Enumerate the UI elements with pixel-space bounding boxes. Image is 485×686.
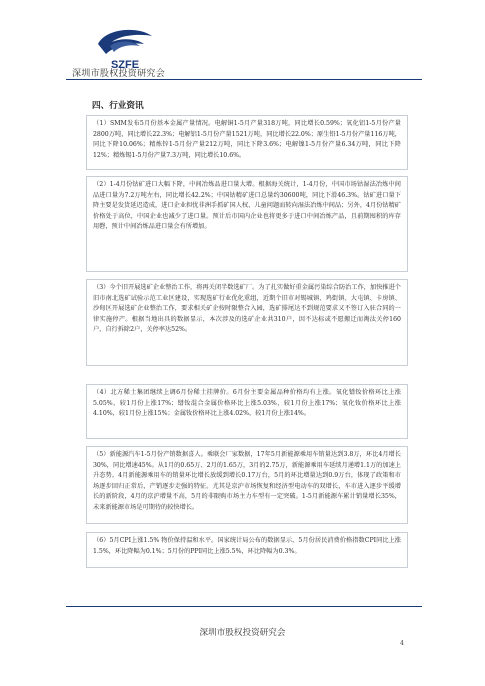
news-item-4: （4）北方稀土集团继续上调6月份稀土挂牌价。6月份主要金属品种价格均有上涨。氧化镨钕价格环比上涨5.05%，较1月份上涨17%；镨钕混合金属价格环比上涨5.03%，较1月份上涨17%；氧化钕价格环比上涨4.10%，较1月份上涨15%；金属钕价格环比上涨4.02%，较1月份上涨14%。 xyxy=(86,384,408,439)
logo-wordmark: SZFE xyxy=(110,59,140,71)
szfe-logo xyxy=(92,22,158,72)
news-item-2: （2）1-4月份钴矿进口大幅下降，中间冶炼品进口量大增。根据海关统计，1-4月份，中国市场钴湿法冶炼中间品进口量为7.2万吨左右，同比增长42.2%；中国钴精矿进口总量约30600吨，同比下滑46.3%。钴矿进口量下降主要是发货延迟造成，进口企业担忧非洲手抓矿国人权、儿童问题而转向湿法冶炼中间品；另外，4月份钴精矿价格处于高位，中国企业也减少了进口量。预计后市国内企业也将更多于进口中间冶炼产品，且前期囤积的库存用磬，预计中间冶炼品进口量会有所增加。 xyxy=(86,176,408,272)
header-org-name: 深圳市股权投资研究会 xyxy=(72,69,166,79)
header-divider xyxy=(66,79,422,80)
footer-divider xyxy=(66,606,422,607)
section-title: 四、行业资讯 xyxy=(92,101,144,111)
page-number: 4 xyxy=(400,640,404,647)
news-item-3: （3）今个旧开展选矿企业整治工作，将再关闭半数选矿厂。为了扎实做好重金属污染综合防治工作，加快推进个旧市南北选矿试验示范工业区建设，实现选矿行业优化重组，近期个旧市对锡城镇、鸡街镇、大屯镇、卡房镇、沙甸区开展选矿企业整治工作，要求相关矿企按时限整合入园，选矿排尾达不到规范要求又不签订入驻合同的一律实施停产。根据当地出具的数据显示，本次涉及的选矿企业共310户，因不达标或不愿搬迁而淘汰关停160户，自行拆除2户，关停率达52%。 xyxy=(86,279,408,366)
news-item-1: （1）SMM发布5月份基本金属产量情况。电解铜1-5月产量318万吨，同比增长0.59%；氧化铝1-5月份产量2800万吨，同比增长22.3%；电解铝1-5月份产量1521万吨，同比增长22.0%；原生铅1-5月份产量116万吨，同比下降10.06%；精炼锌1-5月份产量212万吨，同比下降3.6%；电解镍1-5月份产量6.34万吨，同比下降12%；精炼锡1-5月份产量7.3万吨，同比增长10.6%。 xyxy=(86,115,408,170)
news-item-5: （5）新能源汽车1-5月份产销数据喜人。乘联会厂家数据，17年5月新能源乘用车销量达到3.8万，环比4月增长30%，同比增速45%。从1月的0.65万、2月的1.65万，3月的2.75万，新能源乘用车延续月递增1.1万的加速上升态势。4月新能源乘用车的销量环比增长放缓到增长0.17万台，5月的环比增量达到0.9万台，体现了政策和市场逐步回归正常后，产销逐步走强的特征。尤其是京沪市场恢复和经济型电动车的双增长，车市进入逐步平缓增长的新阶段，4月的京沪增量不高，5月的非限购市场主力车型有一定突破。1-5月新能源车累计销量增长35%，未来新能源市场是可期待的较快增长。 xyxy=(86,446,408,524)
news-item-6: （6）5月CPI上涨1.5% 物价保持温和水平。国家统计局公布的数据显示，5月份居民消费价格指数CPI同比上涨1.5%，环比降幅为0.1%；5月份的PPI同比上涨5.5%，环比降幅为0.3%。 xyxy=(86,532,408,568)
footer-org-name: 深圳市股权投资研究会 xyxy=(199,628,286,638)
